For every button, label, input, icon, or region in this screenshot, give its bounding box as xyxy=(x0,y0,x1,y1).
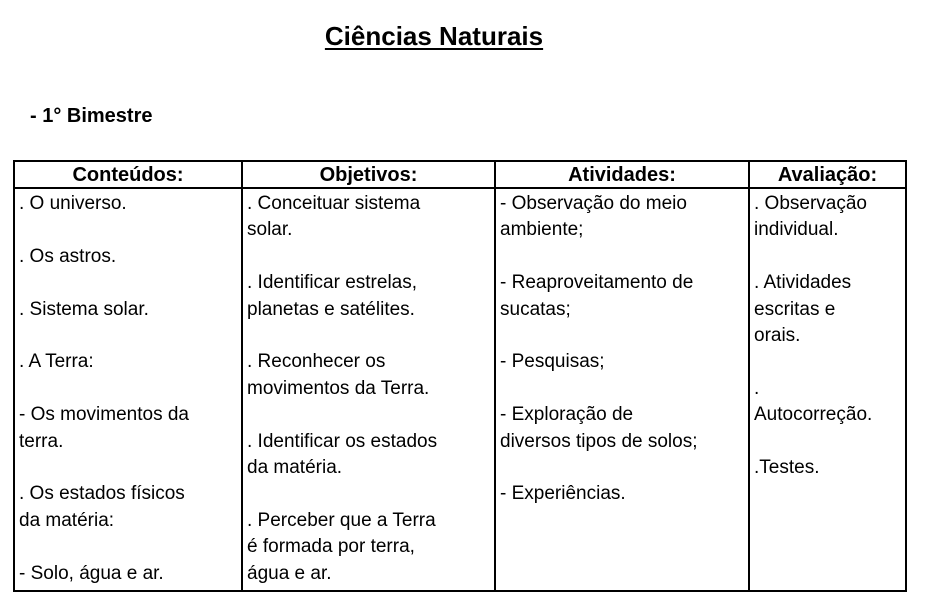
header-conteudos: Conteúdos: xyxy=(14,161,242,188)
avaliacao-cell xyxy=(749,188,906,591)
page-title: Ciências Naturais xyxy=(324,21,544,51)
avaliacao-item: . Observação xyxy=(754,193,867,214)
avaliacao-item: individual. xyxy=(754,219,839,241)
table-header-row xyxy=(14,161,906,188)
objetivo-item: . Perceber que a Terra xyxy=(247,509,436,531)
objetivo-item: . Reconhecer os xyxy=(247,351,386,373)
atividade-item: - Reaproveitamento de xyxy=(500,272,694,294)
objetivo-item: . Identificar estrelas, xyxy=(247,272,418,294)
objetivo-item: movimentos da Terra. xyxy=(247,377,430,399)
header-atividades: Atividades: xyxy=(495,161,749,188)
objetivo-item: . Conceituar sistema xyxy=(247,193,421,214)
atividade-item: - Experiências. xyxy=(500,483,626,505)
avaliacao-item: escritas e xyxy=(754,298,836,320)
conteudo-item: . Os astros. xyxy=(19,245,117,267)
bimester-heading: - 1° Bimestre xyxy=(30,105,153,127)
header-avaliacao: Avaliação: xyxy=(749,161,906,188)
conteudo-item: - Solo, água e ar. xyxy=(19,562,164,584)
table-row xyxy=(14,188,906,591)
objetivo-item: . Identificar os estados xyxy=(247,430,438,452)
avaliacao-item: orais. xyxy=(754,325,801,347)
atividade-item: ambiente; xyxy=(500,219,584,241)
conteudo-item: . Sistema solar. xyxy=(19,298,149,320)
conteudo-item: - Os movimentos da xyxy=(19,404,189,426)
objetivo-item: da matéria. xyxy=(247,457,343,479)
conteudos-cell xyxy=(14,188,242,591)
avaliacao-item: . Atividades xyxy=(754,272,852,294)
conteudo-item: da matéria: xyxy=(19,509,115,531)
atividade-item: - Pesquisas; xyxy=(500,351,605,373)
conteudo-item: . O universo. xyxy=(19,193,127,214)
avaliacao-item: . xyxy=(754,377,760,399)
avaliacao-item: .Testes. xyxy=(754,457,820,479)
header-objetivos: Objetivos: xyxy=(242,161,495,188)
objetivo-item: solar. xyxy=(247,219,293,241)
conteudo-item: terra. xyxy=(19,430,64,452)
conteudo-item: . Os estados físicos xyxy=(19,483,185,505)
atividades-cell xyxy=(495,188,749,591)
objetivo-item: é formada por terra, xyxy=(247,536,415,558)
atividade-item: - Observação do meio xyxy=(500,193,687,214)
conteudo-item: . A Terra: xyxy=(19,351,94,373)
objetivos-cell xyxy=(242,188,495,591)
lesson-plan-table xyxy=(13,160,907,592)
avaliacao-item: Autocorreção. xyxy=(754,404,873,426)
atividade-item: sucatas; xyxy=(500,298,571,320)
atividade-item: - Exploração de xyxy=(500,404,634,426)
objetivo-item: planetas e satélites. xyxy=(247,298,415,320)
atividade-item: diversos tipos de solos; xyxy=(500,430,698,452)
objetivo-item: água e ar. xyxy=(247,562,332,584)
